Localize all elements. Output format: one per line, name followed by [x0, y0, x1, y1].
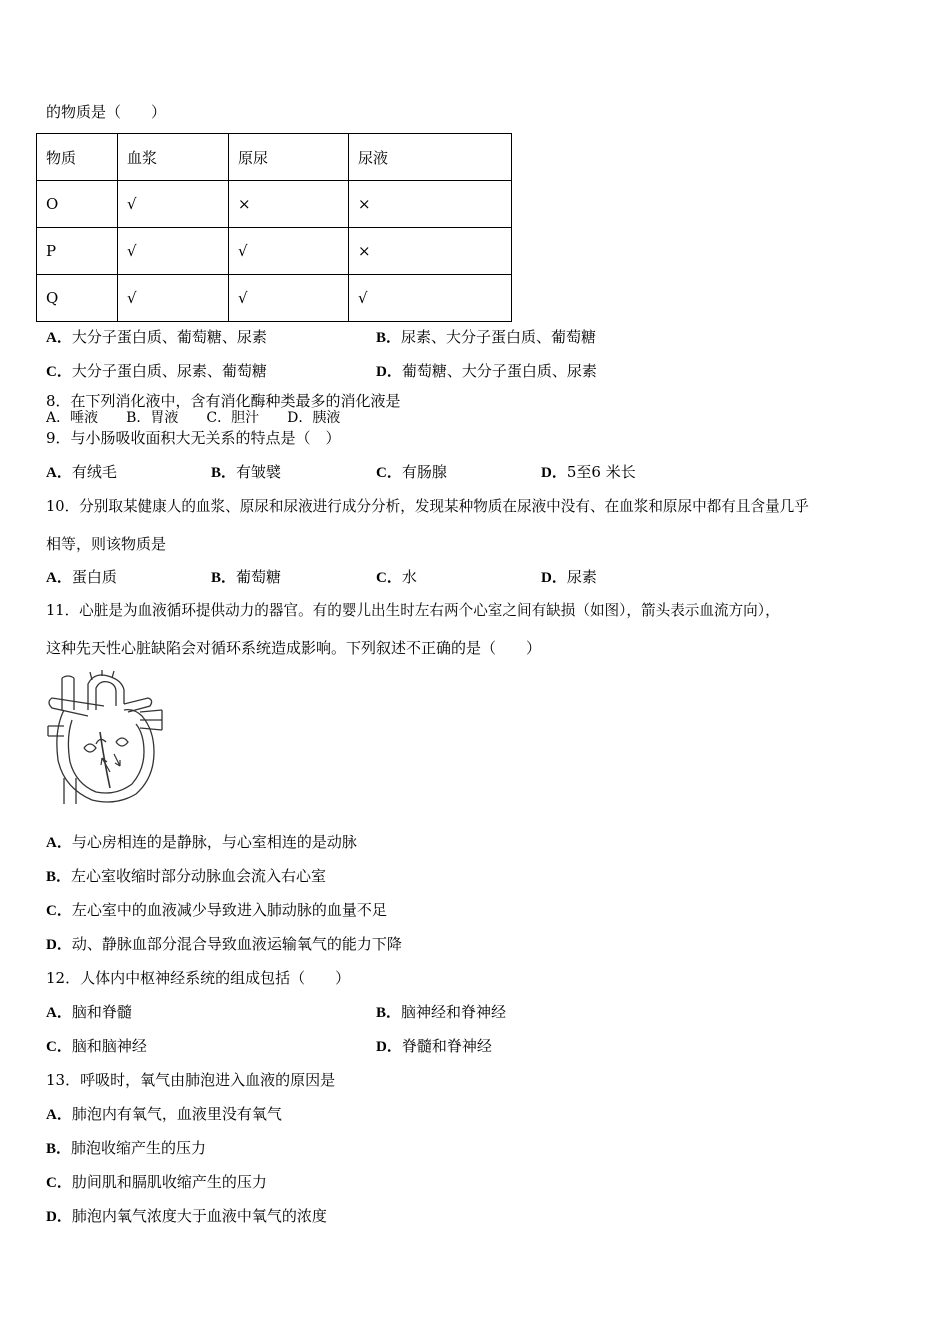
- table-header-row: [37, 134, 512, 181]
- q13-option-d: [46, 1206, 327, 1227]
- q10-option-c: [376, 567, 417, 588]
- option-text: 脑神经和脊神经: [401, 1003, 507, 1021]
- table-header-cell: 血浆: [118, 134, 229, 181]
- option-text: 脊髓和脊神经: [401, 1037, 492, 1055]
- q12-stem: 12．人体内中枢神经系统的组成包括（ ）: [46, 969, 351, 987]
- option-label: B．: [46, 869, 72, 885]
- option-label: A．: [46, 1005, 72, 1021]
- table-cell: √: [349, 275, 512, 322]
- option-label: D．: [376, 364, 402, 380]
- option-text: 尿素、大分子蛋白质、葡萄糖: [401, 328, 597, 346]
- option-label: D．: [46, 1209, 72, 1225]
- q10-stem-line2: 相等，则该物质是: [46, 535, 167, 553]
- option-text: 肺泡内氧气浓度大于血液中氧气的浓度: [71, 1207, 327, 1225]
- option-text: 大分子蛋白质、葡萄糖、尿素: [71, 328, 267, 346]
- table-header-cell: 尿液: [349, 134, 512, 181]
- option-label: A．: [46, 1107, 72, 1123]
- table-header-cell: 原尿: [229, 134, 349, 181]
- option-label: A．: [46, 330, 72, 346]
- q9-option-a: [46, 462, 117, 483]
- option-label: C．: [376, 570, 402, 586]
- option-label: D．: [376, 1039, 402, 1055]
- q12-option-c: [46, 1036, 147, 1057]
- table-cell: √: [118, 228, 229, 275]
- q11-option-c: [46, 900, 387, 921]
- option-label: B．: [211, 465, 237, 481]
- option-label: C．: [376, 465, 402, 481]
- option-text: 葡萄糖、大分子蛋白质、尿素: [401, 362, 597, 380]
- option-label: B．: [211, 570, 237, 586]
- q9-stem: 9．与小肠吸收面积大无关系的特点是（ ）: [46, 429, 341, 447]
- heart-diagram-icon: [44, 670, 168, 806]
- option-label: A．: [46, 465, 72, 481]
- option-text: 蛋白质: [71, 568, 117, 586]
- option-text: 有皱襞: [236, 463, 282, 481]
- table-cell: √: [118, 181, 229, 228]
- q11-stem-line2: 这种先天性心脏缺陷会对循环系统造成影响。下列叙述不正确的是（ ）: [46, 639, 542, 657]
- q11-option-b: [46, 866, 326, 887]
- q12-option-a: [46, 1002, 132, 1023]
- option-text: 有肠腺: [401, 463, 447, 481]
- option-text: 葡萄糖: [236, 568, 282, 586]
- option-text: 肋间肌和膈肌收缩产生的压力: [71, 1173, 267, 1191]
- option-text: 5至6 米长: [566, 463, 636, 481]
- q13-stem: 13．呼吸时，氧气由肺泡进入血液的原因是: [46, 1071, 336, 1089]
- table-cell: √: [229, 228, 349, 275]
- option-text: 尿素: [566, 568, 597, 586]
- option-text: 脑和脊髓: [71, 1003, 132, 1021]
- q12-option-d: [376, 1036, 492, 1057]
- option-text: 动、静脉血部分混合导致血液运输氧气的能力下降: [71, 935, 402, 953]
- q10-option-a: [46, 567, 117, 588]
- q10-option-d: [541, 567, 597, 588]
- q11-option-d: [46, 934, 402, 955]
- option-label: B．: [376, 1005, 402, 1021]
- table-cell: ×: [229, 181, 349, 228]
- option-text: 左心室收缩时部分动脉血会流入右心室: [71, 867, 327, 885]
- option-label: D．: [541, 465, 567, 481]
- table-cell: ×: [349, 181, 512, 228]
- option-label: C．: [46, 903, 72, 919]
- q13-option-a: [46, 1104, 282, 1125]
- table-cell: Q: [37, 275, 118, 322]
- q9-option-c: [376, 462, 447, 483]
- table-cell: ×: [349, 228, 512, 275]
- table-cell: √: [229, 275, 349, 322]
- table-cell: O: [37, 181, 118, 228]
- q9-option-b: [211, 462, 281, 483]
- option-label: B．: [46, 1141, 72, 1157]
- table-cell: √: [118, 275, 229, 322]
- q13-option-c: [46, 1172, 267, 1193]
- option-text: 有绒毛: [71, 463, 117, 481]
- q7-option-c: [46, 361, 267, 382]
- q7-stem: 的物质是（ ）: [46, 103, 167, 121]
- q11-option-a: [46, 832, 357, 853]
- option-text: 左心室中的血液减少导致进入肺动脉的血量不足: [71, 901, 387, 919]
- q7-option-d: [376, 361, 597, 382]
- option-text: 肺泡收缩产生的压力: [71, 1139, 207, 1157]
- q13-option-b: [46, 1138, 206, 1159]
- option-label: C．: [46, 1175, 72, 1191]
- q8-stem: 8．在下列消化液中，含有消化酶种类最多的消化液是: [46, 392, 401, 410]
- q12-option-b: [376, 1002, 506, 1023]
- option-label: D．: [541, 570, 567, 586]
- table-row: [37, 275, 512, 322]
- option-label: B．: [376, 330, 402, 346]
- table-row: [37, 228, 512, 275]
- q7-option-b: [376, 327, 596, 348]
- q7-option-a: [46, 327, 267, 348]
- q10-option-b: [211, 567, 281, 588]
- option-label: C．: [46, 364, 72, 380]
- option-label: A．: [46, 835, 72, 851]
- option-text: 与心房相连的是静脉，与心室相连的是动脉: [71, 833, 357, 851]
- q8-options: A．唾液 B．胃液 C．胆汁 D．胰液: [46, 410, 341, 426]
- option-text: 肺泡内有氧气，血液里没有氧气: [71, 1105, 282, 1123]
- option-text: 脑和脑神经: [71, 1037, 147, 1055]
- option-text: 水: [401, 568, 417, 586]
- option-label: A．: [46, 570, 72, 586]
- table-row: [37, 181, 512, 228]
- q9-option-d: [541, 462, 636, 483]
- q11-stem-line1: 11．心脏是为血液循环提供动力的器官。有的婴儿出生时左右两个心室之间有缺损（如图），箭头表示血流方向），: [46, 602, 780, 619]
- table-header-cell: 物质: [37, 134, 118, 181]
- option-text: 大分子蛋白质、尿素、葡萄糖: [71, 362, 267, 380]
- q10-stem-line1: 10．分别取某健康人的血浆、原尿和尿液进行成分分析，发现某种物质在尿液中没有、在血浆和原尿中都有且含量几乎: [46, 498, 809, 515]
- table-cell: P: [37, 228, 118, 275]
- q7-substance-table: [36, 133, 512, 322]
- option-label: D．: [46, 937, 72, 953]
- option-label: C．: [46, 1039, 72, 1055]
